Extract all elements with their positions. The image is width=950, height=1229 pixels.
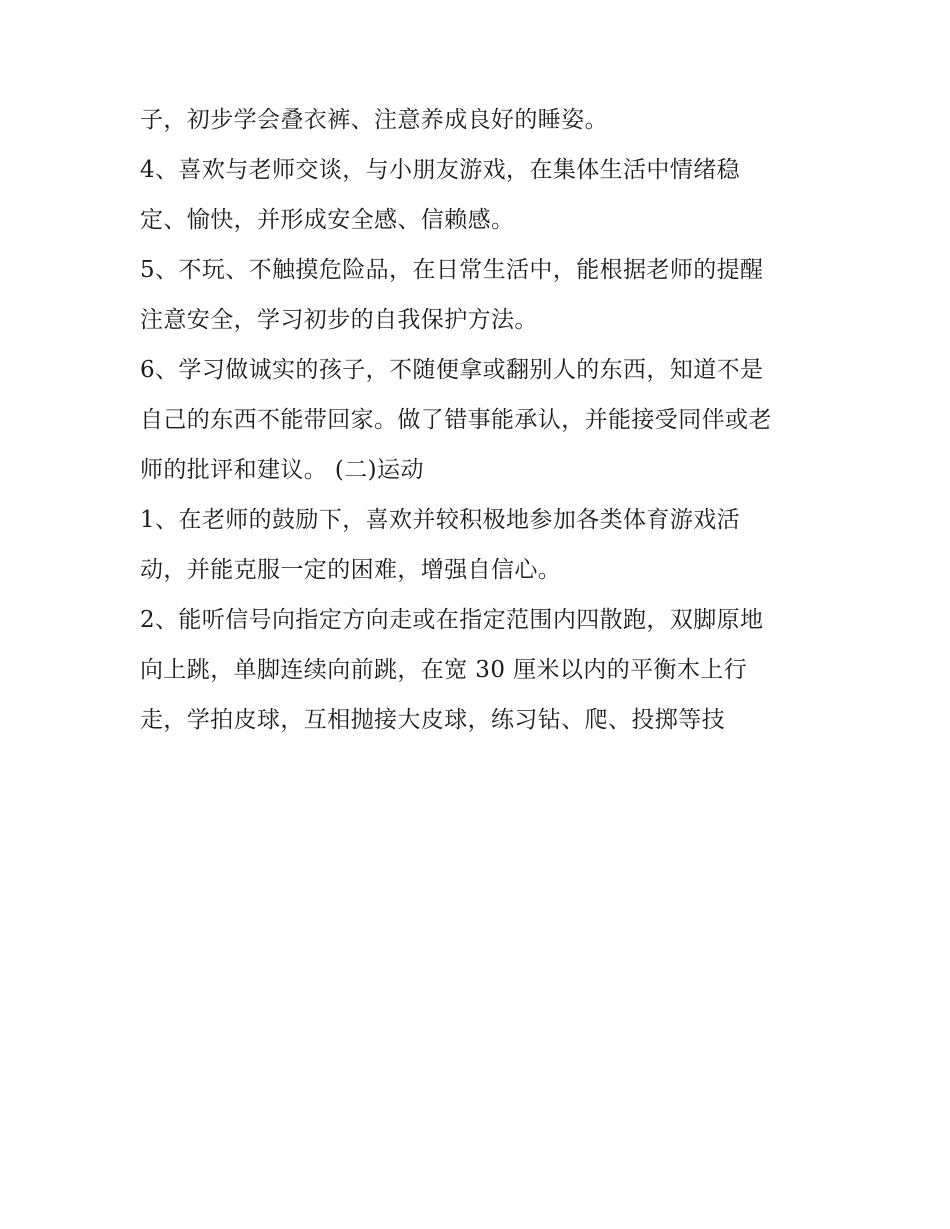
text-line: 子，初步学会叠衣裤、注意养成良好的睡姿。 [140, 107, 608, 133]
text-line: 动，并能克服一定的困难，增强自信心。 [140, 557, 562, 583]
text-line: 向上跳，单脚连续向前跳，在宽 30 厘米以内的平衡木上行 [140, 657, 748, 683]
text-line: 1、在老师的鼓励下，喜欢并较积极地参加各类体育游戏活 [140, 507, 741, 533]
document-body [140, 109, 820, 759]
text-line: 6、学习做诚实的孩子，不随便拿或翻别人的东西，知道不是 [140, 357, 764, 383]
text-line: 4、喜欢与老师交谈，与小朋友游戏，在集体生活中情绪稳 [140, 157, 741, 183]
text-line: 5、不玩、不触摸危险品，在日常生活中，能根据老师的提醒 [140, 257, 764, 283]
text-line: 自己的东西不能带回家。做了错事能承认，并能接受同伴或老 [140, 407, 772, 433]
text-line: 2、能听信号向指定方向走或在指定范围内四散跑，双脚原地 [140, 607, 764, 633]
text-line: 师的批评和建议。 (二)运动 [140, 457, 424, 483]
text-line: 注意安全，学习初步的自我保护方法。 [140, 307, 538, 333]
text-line: 走，学拍皮球，互相抛接大皮球，练习钻、爬、投掷等技 [140, 707, 725, 733]
text-line: 定、愉快，并形成安全感、信赖感。 [140, 207, 515, 233]
